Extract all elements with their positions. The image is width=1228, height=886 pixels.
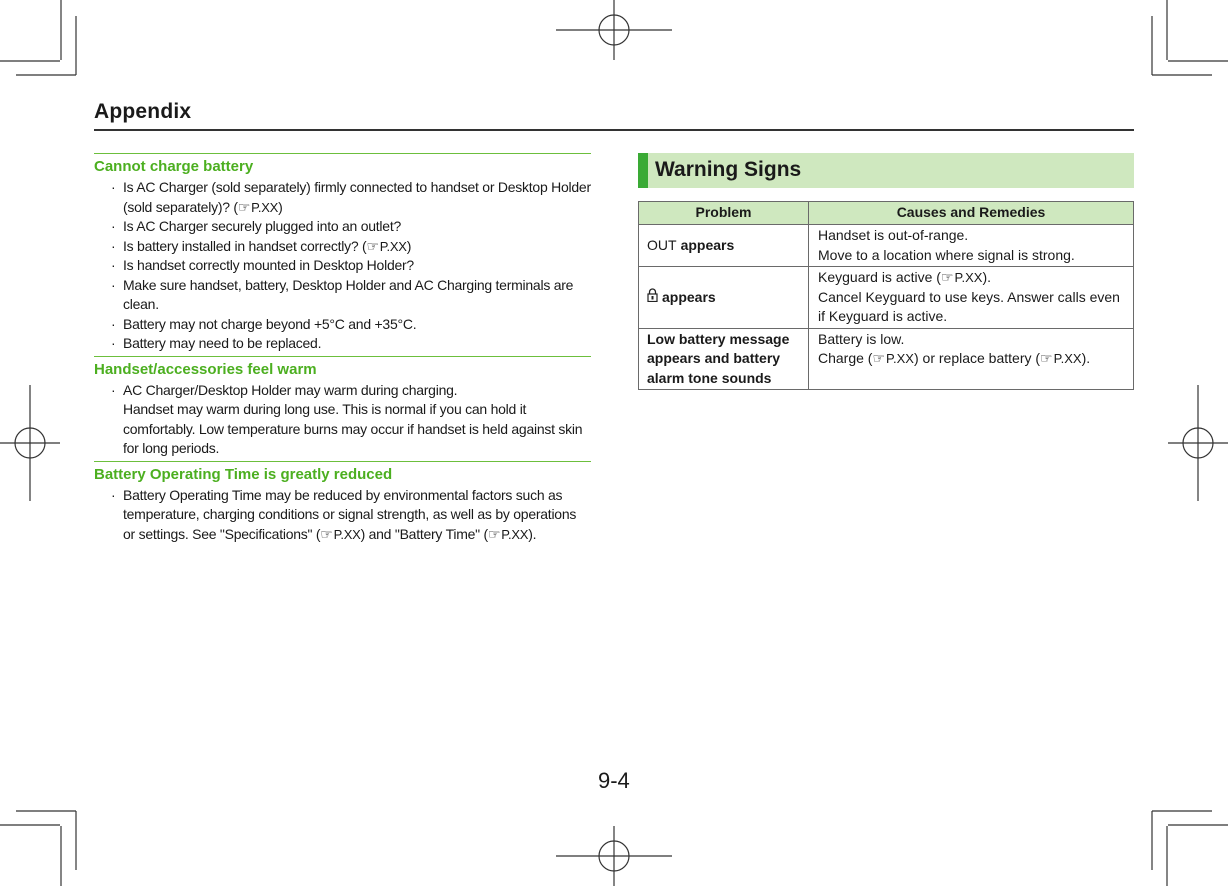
list-item: · Battery may need to be replaced. [111, 335, 322, 351]
list-item: · AC Charger/Desktop Holder may warm during charging. Handset may warm during long use. This is normal if you can hold it comfortably. Low temperature burns may occur if handset is held against skin for long periods. [111, 381, 583, 456]
hand-pointer-icon: ☞ [872, 350, 886, 366]
page-number: 9-4 [598, 768, 630, 793]
section-heading: Handset/accessories feel warm [94, 360, 317, 378]
list-item: · Is battery installed in handset correctly? (☞P.XX) [94, 237, 591, 257]
page-reference[interactable]: P.XX [501, 526, 529, 542]
remedy-cell: Battery is low. Charge (☞P.XX) or replace battery (☞P.XX). [809, 328, 1134, 390]
troubleshooting-column [94, 153, 591, 546]
section-heading: Battery Operating Time is greatly reduced [94, 465, 393, 483]
page-reference[interactable]: P.XX [886, 351, 914, 366]
section-operating-time [94, 461, 591, 545]
table-row [639, 225, 1134, 267]
keyguard-lock-icon [647, 288, 658, 308]
hand-pointer-icon: ☞ [940, 269, 954, 285]
problem-cell: Low battery message appears and battery alarm tone sounds [639, 328, 809, 390]
list-item: · Is AC Charger securely plugged into an outlet? [111, 218, 402, 234]
hand-pointer-icon: ☞ [487, 525, 501, 542]
out-of-range-indicator: OUT [647, 236, 677, 253]
table-row [639, 267, 1134, 329]
page-reference[interactable]: P.XX [333, 526, 361, 542]
warning-signs-column [638, 153, 1134, 390]
section-feel-warm [94, 356, 591, 459]
column-header-remedies: Causes and Remedies [809, 202, 1134, 225]
page-reference[interactable]: P.XX [1053, 351, 1082, 366]
column-header-problem: Problem [639, 202, 809, 225]
list-item: · Is handset correctly mounted in Desktop Holder? [111, 257, 414, 273]
warning-signs-banner [638, 153, 1134, 188]
list-item: · Make sure handset, battery, Desktop Holder and AC Charging terminals are clean. [111, 276, 574, 312]
hand-pointer-icon: ☞ [237, 198, 251, 215]
page-header-title: Appendix [94, 100, 192, 123]
table-header-row [639, 202, 1134, 225]
remedy-cell: Handset is out-of-range. Move to a location where signal is strong. [809, 225, 1134, 267]
warning-signs-title: Warning Signs [655, 158, 802, 181]
list-item: · Battery Operating Time may be reduced by environmental factors such as temperature, charging conditions or signal strength, as well as by operations or settings. See "Specifications" (☞P.XX) and "Battery Time" (☞P.XX). [94, 486, 591, 545]
section-heading: Cannot charge battery [94, 158, 254, 175]
problem-cell: OUT appears [639, 225, 809, 267]
table-row [639, 328, 1134, 390]
page-reference[interactable]: P.XX [954, 270, 983, 285]
hand-pointer-icon: ☞ [1040, 350, 1053, 366]
remedy-cell: Keyguard is active (☞P.XX). Cancel Keyguard to use keys. Answer calls even if Keyguard is active. [809, 267, 1134, 329]
hand-pointer-icon: ☞ [320, 525, 333, 542]
header-rule [94, 129, 1134, 131]
hand-pointer-icon: ☞ [366, 237, 379, 254]
warning-signs-table [638, 201, 1134, 390]
section-cannot-charge [94, 153, 591, 354]
page-reference[interactable]: P.XX [251, 199, 279, 215]
problem-cell: appears [639, 267, 809, 329]
page-reference[interactable]: P.XX [379, 238, 407, 254]
list-item: · Is AC Charger (sold separately) firmly connected to handset or Desktop Holder (sold separately)? (☞P.XX) [94, 178, 591, 217]
list-item: · Battery may not charge beyond +5°C and +35°C. [111, 315, 417, 332]
